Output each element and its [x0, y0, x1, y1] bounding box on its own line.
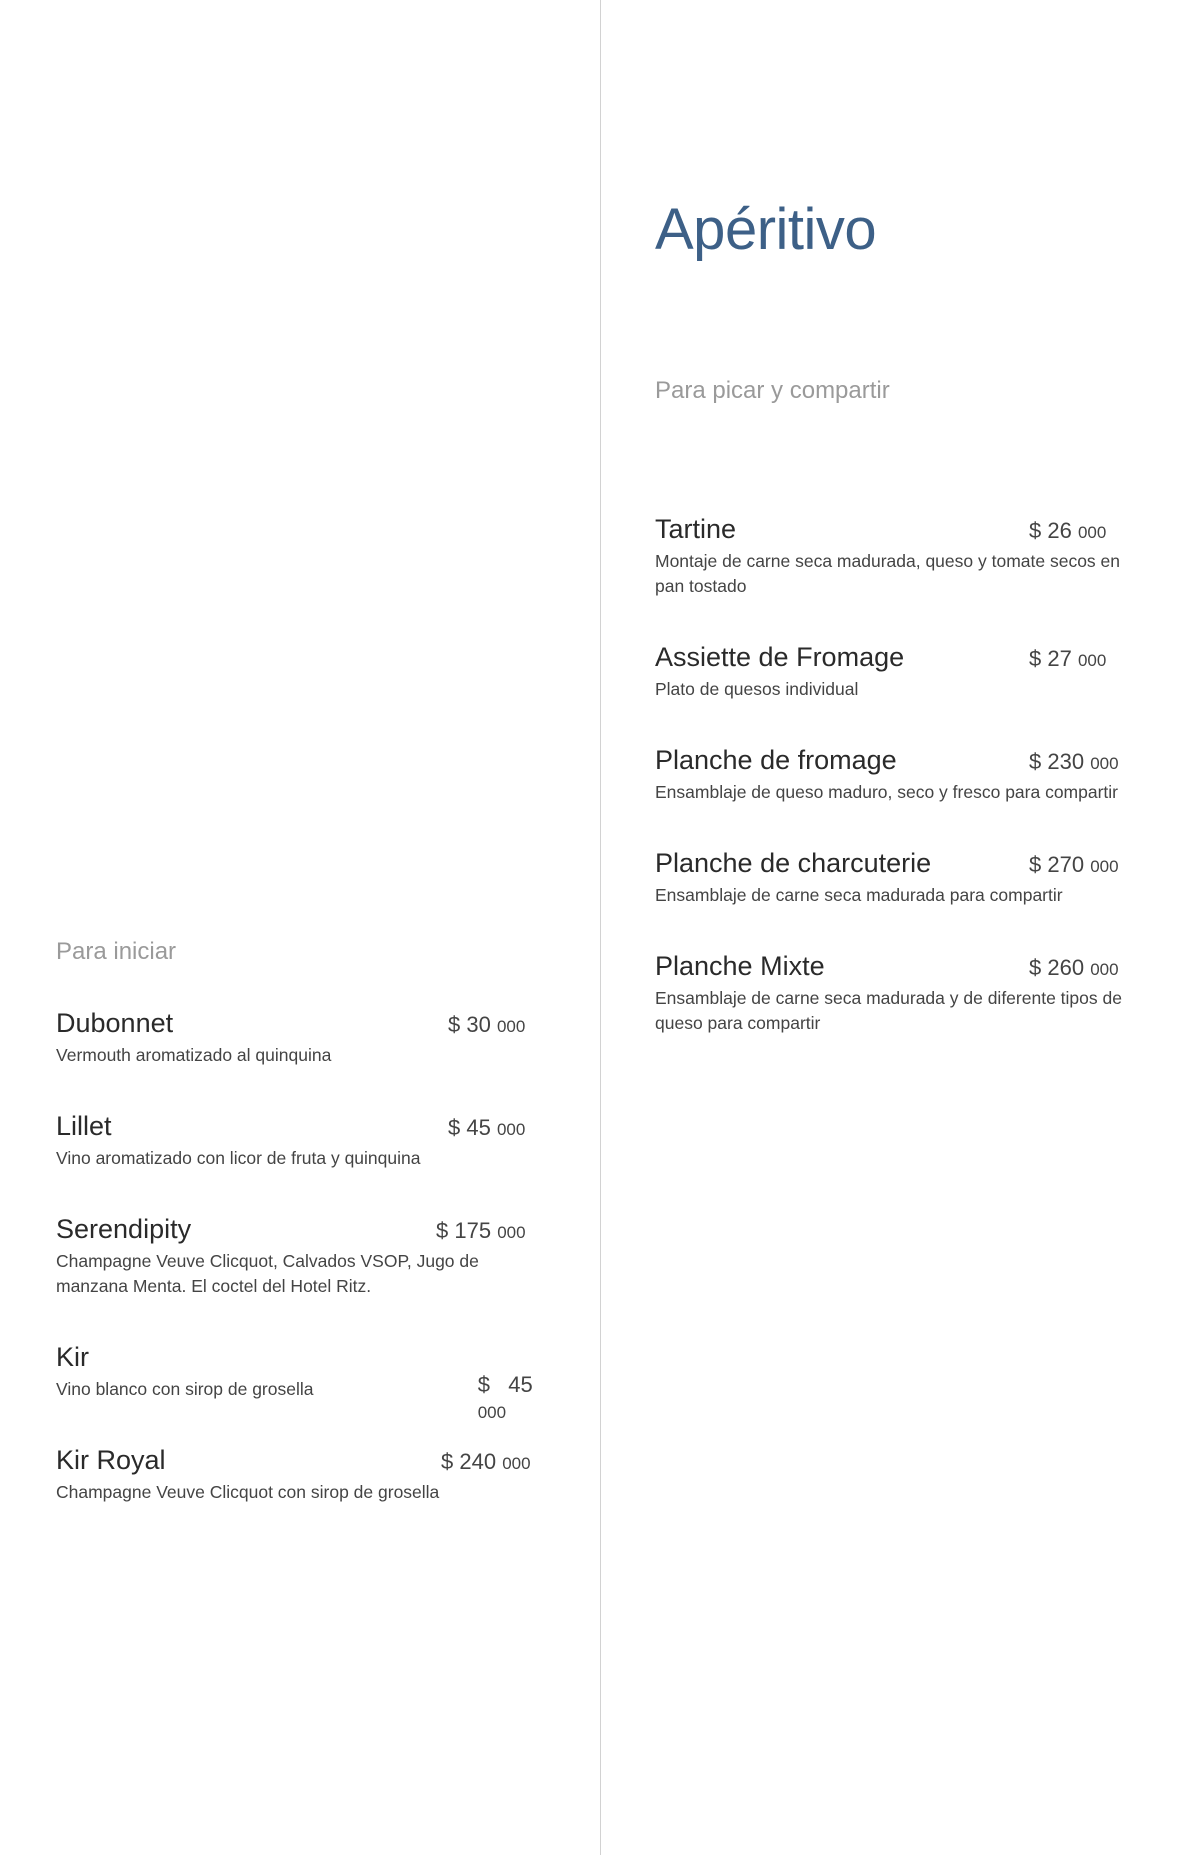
- price-amount: $ 175: [436, 1218, 492, 1243]
- menu-item-price: [436, 1218, 526, 1244]
- price-amount: $ 26: [1029, 518, 1072, 543]
- price-thousands: 000: [477, 1403, 507, 1422]
- menu-item-name: Assiette de Fromage: [655, 642, 905, 672]
- price-thousands: 000: [1090, 754, 1119, 773]
- menu-item-name: Kir: [56, 1342, 89, 1372]
- menu-item-price: [1029, 646, 1106, 672]
- menu-item-price: [448, 1012, 525, 1038]
- menu-item-description: Champagne Veuve Clicquot, Calvados VSOP, Jugo de manzana Menta. El coctel del Hotel Ritz.: [56, 1251, 479, 1296]
- menu-title: Apéritivo: [655, 197, 877, 262]
- menu-item-description: Ensamblaje de queso maduro, seco y fresco para compartir: [655, 782, 1119, 802]
- menu-item-name: Serendipity: [56, 1214, 192, 1244]
- menu-item-price: [448, 1115, 525, 1141]
- price-thousands: 000: [1090, 960, 1119, 979]
- menu-item-price: [1029, 749, 1119, 775]
- menu-item-name: Kir Royal: [56, 1445, 166, 1475]
- price-amount: $ 230: [1029, 749, 1085, 774]
- price-thousands: 000: [1077, 523, 1107, 542]
- menu-item-description: Vermouth aromatizado al quinquina: [56, 1045, 332, 1065]
- menu-item-description: Vino blanco con sirop de grosella: [56, 1379, 314, 1399]
- menu-item-description: Ensamblaje de carne seca madurada y de diferente tipos de queso para compartir: [655, 988, 1122, 1033]
- menu-item-price: [1029, 852, 1119, 878]
- section-title-iniciar: Para iniciar: [56, 938, 177, 965]
- price-amount: $ 45: [477, 1372, 533, 1397]
- price-thousands: 000: [496, 1120, 526, 1139]
- menu-item-name: Planche de charcuterie: [655, 848, 932, 878]
- price-thousands: 000: [496, 1017, 526, 1036]
- price-amount: $ 270: [1029, 852, 1085, 877]
- price-thousands: 000: [502, 1454, 531, 1473]
- menu-list-picar: [655, 513, 1125, 1078]
- menu-item-description: Plato de quesos individual: [655, 679, 859, 699]
- menu-item-name: Planche Mixte: [655, 951, 825, 981]
- menu-item: [655, 847, 1125, 908]
- menu-item: [56, 1341, 533, 1422]
- menu-item: [655, 513, 1125, 599]
- price-amount: $ 240: [441, 1449, 497, 1474]
- price-amount: $ 27: [1029, 646, 1072, 671]
- menu-item: [56, 1444, 531, 1505]
- menu-item-price: [441, 1346, 533, 1450]
- menu-item: [655, 950, 1125, 1036]
- menu-item-description: Montaje de carne seca madurada, queso y tomate secos en pan tostado: [655, 551, 1120, 596]
- menu-item-description: Vino aromatizado con licor de fruta y quinquina: [56, 1148, 421, 1168]
- price-thousands: 000: [1090, 857, 1119, 876]
- menu-item-name: Planche de fromage: [655, 745, 897, 775]
- menu-item: [56, 1213, 526, 1299]
- price-thousands: 000: [497, 1223, 526, 1242]
- menu-item-price: [441, 1449, 531, 1475]
- menu-item-description: Champagne Veuve Clicquot con sirop de grosella: [56, 1482, 440, 1502]
- menu-item: [655, 744, 1125, 805]
- section-title-picar: Para picar y compartir: [655, 377, 890, 404]
- price-amount: $ 260: [1029, 955, 1085, 980]
- price-amount: $ 30: [448, 1012, 491, 1037]
- menu-item-description: Ensamblaje de carne seca madurada para compartir: [655, 885, 1063, 905]
- price-amount: $ 45: [448, 1115, 491, 1140]
- menu-item-name: Dubonnet: [56, 1008, 174, 1038]
- menu-item: [655, 641, 1125, 702]
- menu-item: [56, 1007, 526, 1068]
- menu-item-price: [1029, 955, 1119, 981]
- menu-item-price: [1029, 518, 1106, 544]
- menu-item: [56, 1110, 526, 1171]
- price-thousands: 000: [1077, 651, 1107, 670]
- page-divider: [600, 0, 601, 1855]
- menu-list-iniciar: [56, 1007, 533, 1547]
- menu-item-name: Tartine: [655, 514, 737, 544]
- menu-item-name: Lillet: [56, 1111, 112, 1141]
